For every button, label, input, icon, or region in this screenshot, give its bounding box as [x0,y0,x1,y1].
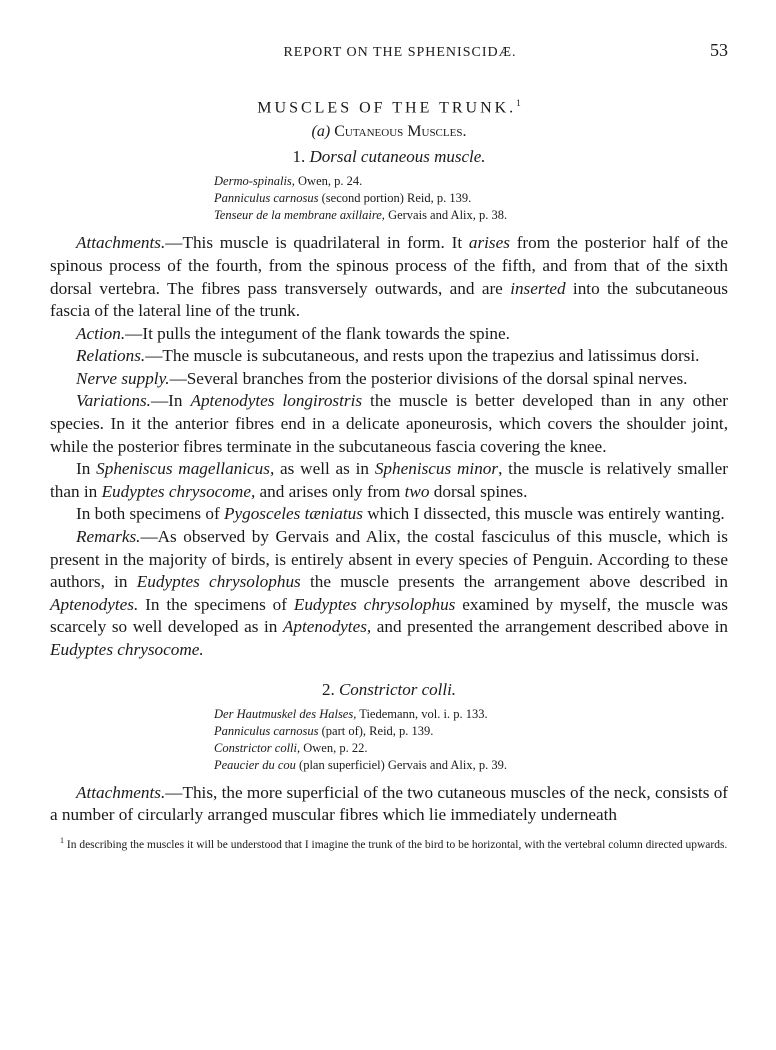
nerve-supply-paragraph: Nerve supply.—Several branches from the posterior divisions of the dorsal spinal nerves. [76,368,688,388]
variations-paragraph: Variations.—In Aptenodytes longirostris the muscle is better developed than in any other species. In it the anterior fibres end in a delicate aponeurosis, which covers the shoulder joint, while the posterior fibres terminate in the subcutaneous fascia covering the knee. [50,391,728,456]
muscle-heading-2 [50,680,728,700]
synonym-list-2 [214,706,728,774]
synonym-entry: Constrictor colli, Owen, p. 22. [214,740,368,755]
remarks-paragraph: Remarks.—As observed by Gervais and Alix, the costal fasciculus of this muscle, which is present in the majority of birds, is entirely absent in every species of Penguin. According to these authors, in Eudyptes chrysolophus the muscle presents the arrangement above described in Aptenodytes. In the specimens of Eudyptes chrysolophus examined by myself, the muscle was scarcely so well developed as in Aptenodytes, and presented the arrangement described above in Eudyptes chrysocome. [50,527,728,660]
synonym-entry: Der Hautmuskel des Halses, Tiedemann, vol. i. p. 133. [214,706,488,721]
muscle-name: Dorsal cutaneous muscle. [309,147,486,167]
attachments-paragraph: Attachments.—This muscle is quadrilateral in form. It arises from the posterior half of the spinous process of the fourth, from the spinous process of the fifth, and from that of the sixth dorsal vertebra. The fibres pass transversely outwards, and are inserted into the subcutaneous fascia of the lateral line of the trunk. [50,233,728,321]
synonym-entry: Panniculus carnosus (second portion) Reid, p. 139. [214,191,472,206]
subsection-title [50,123,728,141]
footnote-mark: 1 [60,835,64,845]
relations-paragraph: Relations.—The muscle is subcutaneous, and rests upon the trapezius and latissimus dorsi. [76,346,700,366]
spheniscus-paragraph: In Spheniscus magellanicus, as well as in Spheniscus minor, the muscle is relatively smaller than in Eudyptes chrysocome, and arises only from two dorsal spines. [50,459,728,501]
action-paragraph: Action.—It pulls the integument of the flank towards the spine. [76,323,510,343]
synonym-entry: Tenseur de la membrane axillaire, Gervais and Alix, p. 38. [214,208,508,223]
page-number: 53 [710,40,728,60]
muscle-name: Constrictor colli. [338,679,457,699]
running-title: REPORT ON THE SPHENISCIDÆ. [283,45,517,60]
muscle-heading-1 [50,147,728,167]
subsection-prefix: (a) [311,123,331,141]
running-header [50,40,728,70]
muscle-number: 2. [321,679,335,699]
footnote-ref[interactable]: 1 [516,98,521,108]
synonym-entry: Dermo-spinalis, Owen, p. 24. [214,174,363,189]
synonym-entry: Panniculus carnosus (part of), Reid, p. 139. [214,723,434,738]
page [50,40,728,853]
synonym-entry: Peaucier du cou (plan superficiel) Gervais and Alix, p. 39. [214,757,507,772]
footnote [50,833,728,853]
muscle-number: 1. [292,147,306,167]
subsection-name: Cutaneous Muscles. [334,123,467,141]
pygosceles-paragraph: In both specimens of Pygosceles tæniatus which I dissected, this muscle was entirely wanting. [76,504,725,524]
attachments-paragraph-2: Attachments.—This, the more superficial of the two cutaneous muscles of the neck, consists of a number of circularly arranged muscular fibres which lie immediately underneath [50,782,729,825]
footnote-text: In describing the muscles it will be understood that I imagine the trunk of the bird to be horizontal, with the vertebral column directed upwards. [64,838,728,851]
section-title: MUSCLES OF THE TRUNK.$^1$ [257,98,521,117]
synonym-list-1 [214,173,728,224]
